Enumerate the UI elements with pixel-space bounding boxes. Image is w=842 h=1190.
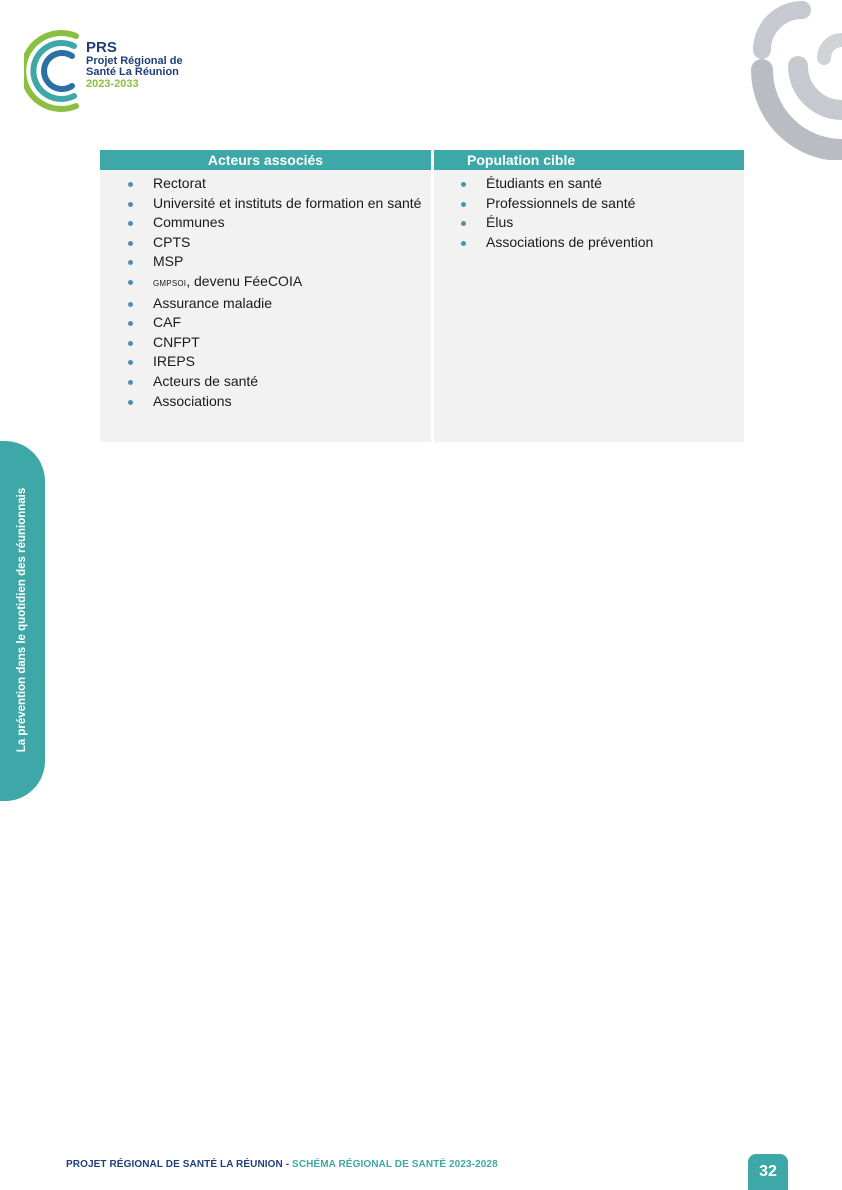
acteur-text: Associations — [153, 392, 232, 409]
header-population-cible: Population cible — [434, 150, 744, 170]
population-cell — [434, 170, 744, 442]
bullet-icon — [128, 321, 133, 326]
corner-arcs-icon — [702, 0, 842, 160]
population-list-item — [434, 194, 744, 214]
footer-schema: SCHÉMA RÉGIONAL DE SANTÉ 2023-2028 — [292, 1159, 498, 1170]
logo-years: 2023-2033 — [86, 77, 139, 90]
acteur-text: Acteurs de santé — [153, 372, 259, 389]
bullet-icon — [461, 202, 466, 207]
bullet-icon — [128, 241, 133, 246]
bullet-icon — [128, 380, 133, 385]
population-list-item — [434, 233, 744, 253]
logo-line-2: Santé La Réunion — [86, 66, 179, 79]
acteur-list-item — [100, 252, 423, 272]
population-text: Étudiants en santé — [486, 175, 602, 191]
bullet-icon — [128, 341, 133, 346]
actors-population-table — [100, 150, 744, 442]
footer-separator: - — [282, 1159, 293, 1170]
table-header — [100, 150, 744, 170]
acteur-list-item — [100, 213, 423, 233]
acteur-text: CNFPT — [153, 333, 200, 350]
population-list — [434, 174, 744, 252]
acteur-list-item — [100, 233, 423, 253]
header-acteurs-associes: Acteurs associés — [100, 150, 431, 170]
bullet-icon — [128, 400, 133, 405]
acteur-text: Assurance maladie — [153, 294, 273, 311]
acteur-list-item — [100, 372, 423, 392]
acteur-text: CPTS — [153, 233, 191, 250]
population-list-item — [434, 213, 744, 233]
bullet-icon — [128, 221, 133, 226]
bullet-icon — [461, 221, 466, 226]
bullet-icon — [461, 182, 466, 187]
acteur-list-item — [100, 313, 423, 333]
acteur-text: , devenu FéeCOIA — [186, 272, 303, 289]
bullet-icon — [128, 280, 133, 285]
side-chapter-label: La prévention dans le quotidien des réunionnais — [16, 487, 28, 753]
acteurs-cell — [100, 170, 431, 442]
acteur-text: CAF — [153, 314, 181, 331]
bullet-icon — [128, 302, 133, 307]
logo-prs: PRS — [86, 39, 117, 56]
population-text: Professionnels de santé — [486, 194, 636, 211]
prs-logo-arcs-icon — [24, 28, 84, 114]
footer-project: PROJET RÉGIONAL DE SANTÉ LA RÉUNION — [66, 1159, 283, 1170]
acteur-text: IREPS — [153, 353, 196, 370]
population-list-item — [434, 174, 744, 194]
bullet-icon — [128, 260, 133, 265]
prs-logo — [24, 28, 214, 114]
page-number: 32 — [748, 1154, 788, 1190]
logo-line-1: Projet Régional de — [86, 54, 183, 67]
population-text: Élus — [486, 214, 514, 231]
acteur-list-item — [100, 392, 423, 412]
acteur-text: Rectorat — [153, 175, 206, 191]
acteur-list-item — [100, 352, 423, 372]
acteur-text: Communes — [153, 214, 225, 231]
bullet-icon — [128, 182, 133, 187]
page-footer — [66, 1159, 498, 1170]
acteurs-list — [100, 174, 423, 411]
bullet-icon — [461, 241, 466, 246]
acteur-prefix: GMPSOI — [153, 278, 187, 288]
acteur-list-item — [100, 333, 423, 353]
bullet-icon — [128, 360, 133, 365]
bullet-icon — [128, 202, 133, 207]
acteur-text: Université et instituts de formation en santé — [153, 194, 422, 211]
acteur-list-item — [100, 174, 423, 194]
table-body — [100, 170, 744, 442]
logo-text — [86, 40, 183, 90]
acteur-text: MSP — [153, 253, 184, 270]
acteur-list-item — [100, 194, 423, 214]
acteur-list-item — [100, 272, 423, 294]
population-text: Associations de prévention — [486, 233, 654, 250]
acteur-list-item — [100, 294, 423, 314]
